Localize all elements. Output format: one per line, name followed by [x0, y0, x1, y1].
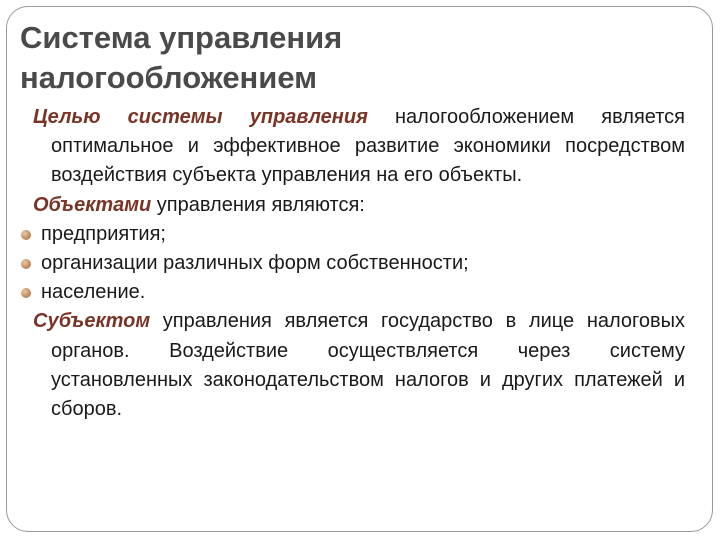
list-item-text: организации различных форм собственности;	[41, 252, 469, 275]
list-item	[21, 278, 685, 307]
subject-paragraph	[33, 307, 685, 424]
bullet-dot-icon	[21, 288, 31, 298]
objects-term: Объектами	[33, 193, 152, 216]
list-item	[21, 249, 685, 278]
objects-paragraph	[33, 191, 685, 220]
list-item-text: население.	[41, 281, 146, 304]
list-item	[21, 220, 685, 249]
objects-text: управления являются:	[151, 193, 365, 216]
objects-list	[33, 220, 685, 308]
goal-paragraph	[33, 103, 685, 191]
bullet-dot-icon	[21, 259, 31, 269]
list-item-text: предприятия;	[41, 222, 166, 245]
goal-term: Целью системы управления	[33, 106, 368, 128]
goal-text: налогообложением является оптимальное и эффективное развитие экономики посредством воздействия субъекта управления на его объекты.	[51, 106, 685, 187]
slide-body	[33, 103, 685, 424]
slide-title: Система управления налогообложением	[20, 20, 343, 95]
bullet-dot-icon	[21, 230, 31, 240]
subject-term: Субъектом	[33, 310, 151, 333]
subject-text: управления является государство в лице налоговых органов. Воздействие осуществляется через систему установленных законодательством налогов и других платежей и сборов.	[51, 310, 685, 421]
